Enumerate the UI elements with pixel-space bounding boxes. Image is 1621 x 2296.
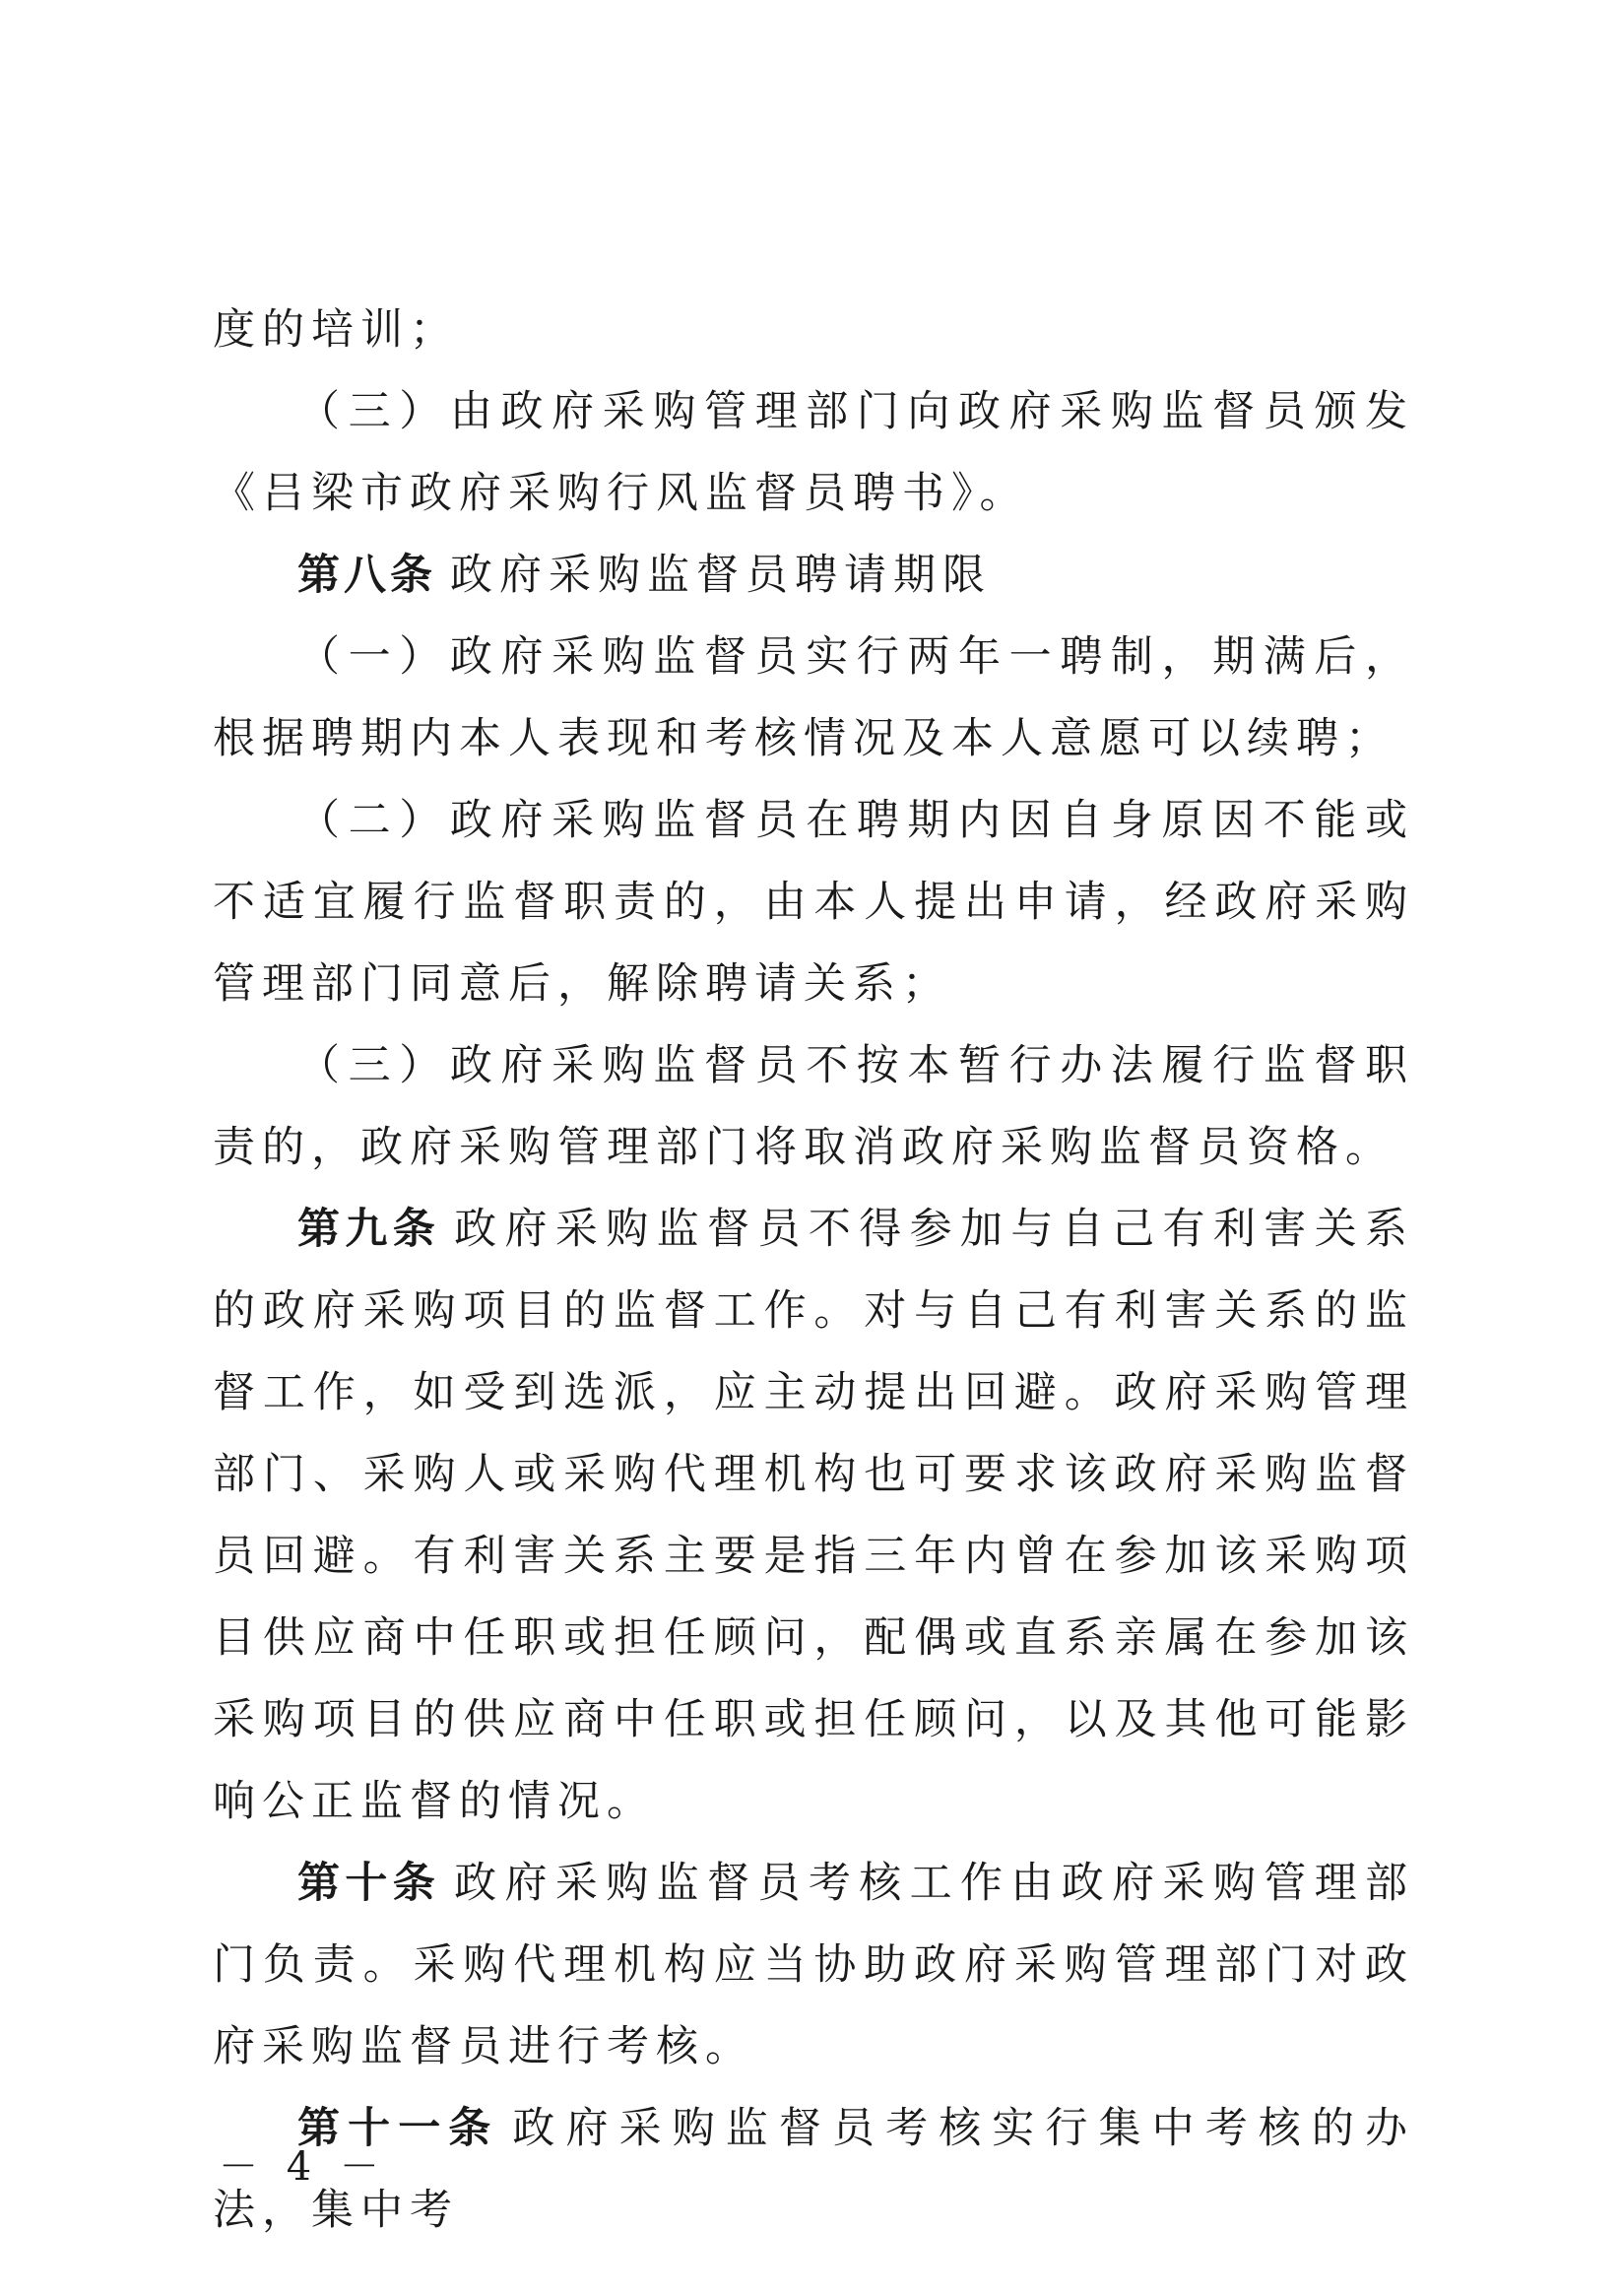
paragraph-text: （三）由政府采购管理部门向政府采购监督员颁发《吕梁市政府采购行风监督员聘书》。 xyxy=(213,387,1414,518)
paragraph-training-continued xyxy=(213,290,1414,371)
paragraph-text: 政府采购监督员考核实行集中考核的办法，集中考 xyxy=(213,2104,1415,2235)
article-8-item-2 xyxy=(213,780,1414,1025)
document-body xyxy=(213,290,1414,2252)
article-8-item-3 xyxy=(213,1025,1414,1189)
paragraph-text: （二）政府采购监督员在聘期内因自身原因不能或不适宜履行监督职责的，由本人提出申请，经政府采购管理部门同意后，解除聘请关系； xyxy=(213,796,1414,1009)
article-8-item-1 xyxy=(213,617,1414,780)
paragraph-text: 政府采购监督员聘请期限 xyxy=(450,551,992,600)
article-heading: 第十一条 xyxy=(297,2104,499,2153)
paragraph-text: （一）政府采购监督员实行两年一聘制，期满后，根据聘期内本人表现和考核情况及本人意愿可以续聘； xyxy=(213,632,1414,763)
paragraph-text: 政府采购监督员不得参加与自己有利害关系的政府采购项目的监督工作。对与自己有利害关系的监督工作，如受到选派，应主动提出回避。政府采购管理部门、采购人或采购代理机构也可要求该政府采购监督员回避。有利害关系主要是指三年内曾在参加该采购项目供应商中任职或担任顾问，配偶或直系亲属在参加该采购项目的供应商中任职或担任顾问，以及其他可能影响公正监督的情况。 xyxy=(213,1205,1415,1826)
paragraph-text: （三）政府采购监督员不按本暂行办法履行监督职责的，政府采购管理部门将取消政府采购监督员资格。 xyxy=(213,1041,1414,1172)
article-10 xyxy=(213,1843,1414,2088)
article-heading: 第十条 xyxy=(297,1859,441,1908)
article-11 xyxy=(213,2088,1414,2252)
article-8 xyxy=(213,535,1414,617)
article-9 xyxy=(213,1189,1414,1843)
page-number: － 4 － xyxy=(219,2144,387,2190)
paragraph-text: 政府采购监督员考核工作由政府采购管理部门负责。采购代理机构应当协助政府采购管理部门对政府采购监督员进行考核。 xyxy=(213,1859,1415,2071)
paragraph-item-3-certificate xyxy=(213,371,1414,535)
article-heading: 第九条 xyxy=(297,1205,441,1254)
paragraph-text: 度的培训； xyxy=(213,305,459,355)
article-heading: 第八条 xyxy=(297,551,436,600)
